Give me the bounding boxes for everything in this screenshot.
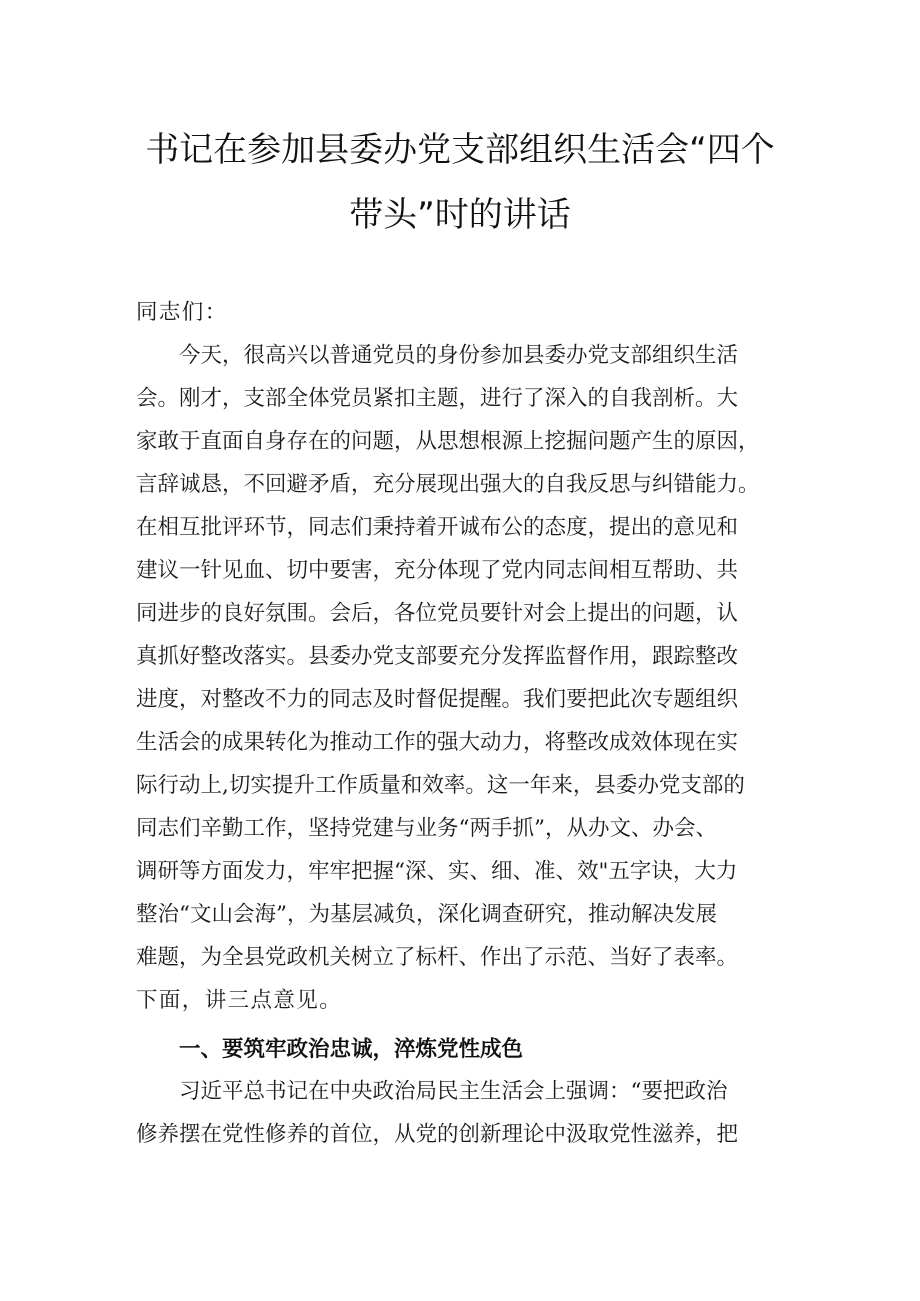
paragraph-line: 言辞诚恳，不回避矛盾，充分展现出强大的自我反思与纠错能力。 <box>136 472 760 497</box>
paragraph-line: 生活会的成果转化为推动工作的强大动力，将整改成效体现在实 <box>136 730 739 755</box>
paragraph-line: 今天，很高兴以普通党员的身份参加县委办党支部组织生活 <box>179 343 739 368</box>
paragraph-line: 下面，讲三点意见。 <box>136 988 343 1013</box>
document-title-line-1: 书记在参加县委办党支部组织生活会“四个 <box>145 130 775 170</box>
section-heading-1: 一、要筑牢政治忠诚，淬炼党性成色 <box>179 1037 524 1062</box>
paragraph-line: 难题，为全县党政机关树立了标杆、作出了示范、当好了表率。 <box>136 945 739 970</box>
paragraph-line: 建议一针见血、切中要害，充分体现了党内同志间相互帮助、共 <box>136 558 739 583</box>
paragraph-line: 际行动上,切实提升工作质量和效率。这一年来，县委办党支部的 <box>136 773 745 798</box>
paragraph-line: 习近平总书记在中央政治局民主生活会上强调：“要把政治 <box>179 1079 728 1104</box>
paragraph-line: 会。刚才，支部全体党员紧扣主题，进行了深入的自我剖析。大 <box>136 386 739 411</box>
paragraph-line: 调研等方面发力，牢牢把握“深、实、细、准、效"五字诀，大力 <box>136 859 738 884</box>
paragraph-line: 同进步的良好氛围。会后，各位党员要针对会上提出的问题，认 <box>136 601 739 626</box>
paragraph-line: 修养摆在党性修养的首位，从党的创新理论中汲取党性滋养，把 <box>136 1122 739 1147</box>
salutation: 同志们： <box>136 300 228 325</box>
paragraph-line: 真抓好整改落实。县委办党支部要充分发挥监督作用，跟踪整改 <box>136 644 739 669</box>
paragraph-line: 家敢于直面自身存在的问题，从思想根源上挖掘问题产生的原因， <box>136 429 760 454</box>
document-title-line-2: 带头”时的讲话 <box>349 195 571 235</box>
paragraph-line: 进度，对整改不力的同志及时督促提醒。我们要把此次专题组织 <box>136 687 739 712</box>
paragraph-line: 在相互批评环节，同志们秉持着开诚布公的态度，提出的意见和 <box>136 515 739 540</box>
paragraph-line: 同志们辛勤工作，坚持党建与业务“两手抓”，从办文、办会、 <box>136 816 717 841</box>
paragraph-line: 整治“文山会海”，为基层减负，深化调查研究，推动解决发展 <box>136 902 717 927</box>
